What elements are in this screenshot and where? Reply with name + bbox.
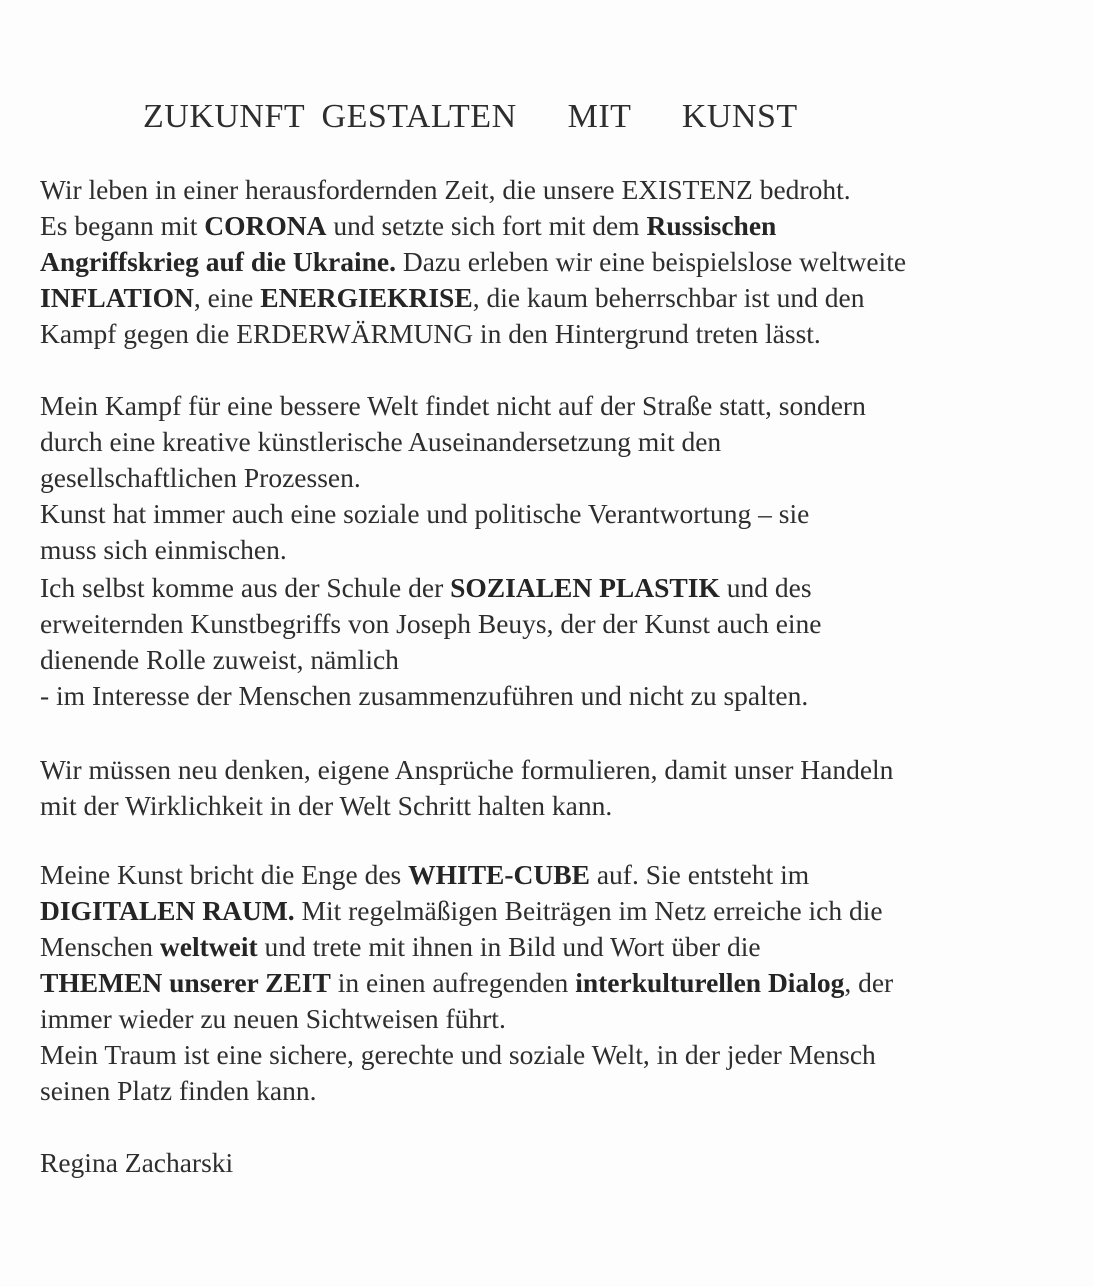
bold-span: THEMEN unserer ZEIT	[40, 967, 331, 998]
p1-line-3	[40, 244, 906, 280]
p1-line-1: Wir leben in einer herausfordernden Zeit, die unsere EXISTENZ bedroht.	[40, 174, 851, 205]
text-span: Dazu erleben wir eine beispielslose weltweite	[395, 246, 907, 277]
text-span: und trete mit ihnen in Bild und Wort über die	[257, 931, 761, 962]
p1-line-4	[40, 280, 864, 316]
p4-line-7: seinen Platz finden kann.	[40, 1075, 317, 1106]
p4-line-1	[40, 857, 809, 893]
text-span: auf. Sie entsteht im	[589, 859, 810, 890]
p2-line-2: durch eine kreative künstlerische Auseinandersetzung mit den	[40, 426, 722, 457]
text-span: Es begann mit	[40, 210, 205, 241]
text-span: , der	[844, 967, 894, 998]
text-span: in einen aufregenden	[330, 967, 576, 998]
p2-line-9: - im Interesse der Menschen zusammenzuführen und nicht zu spalten.	[40, 680, 809, 711]
signature-name: Regina Zacharski	[40, 1147, 234, 1178]
p3-line-1: Wir müssen neu denken, eigene Ansprüche formulieren, damit unser Handeln	[40, 754, 894, 785]
p1-line-5: Kampf gegen die ERDERWÄRMUNG in den Hintergrund treten lässt.	[40, 318, 821, 349]
text-span: und setzte sich fort mit dem	[326, 210, 647, 241]
p2-line-1: Mein Kampf für eine bessere Welt findet nicht auf der Straße statt, sondern	[40, 390, 866, 421]
p2-line-3: gesellschaftlichen Prozessen.	[40, 462, 361, 493]
p4-line-5: immer wieder zu neuen Sichtweisen führt.	[40, 1003, 506, 1034]
bold-span: ENERGIEKRISE	[260, 282, 473, 313]
p4-line-3	[40, 929, 761, 965]
p4-line-2	[40, 893, 883, 929]
text-span: Mit regelmäßigen Beiträgen im Netz erreiche ich die	[294, 895, 883, 926]
p4-line-4	[40, 965, 893, 1001]
bold-span: DIGITALEN RAUM.	[40, 895, 295, 926]
bold-span: SOZIALEN PLASTIK	[450, 572, 720, 603]
bold-span: Russischen	[646, 210, 777, 241]
text-span: und des	[719, 572, 812, 603]
text-span: Menschen	[40, 931, 160, 962]
p4-line-6: Mein Traum ist eine sichere, gerechte und soziale Welt, in der jeder Mensch	[40, 1039, 876, 1070]
bold-span: CORONA	[204, 210, 327, 241]
p3-line-2: mit der Wirklichkeit in der Welt Schritt halten kann.	[40, 790, 613, 821]
bold-span: weltweit	[159, 931, 258, 962]
bold-span: INFLATION	[40, 282, 194, 313]
document-title: ZUKUNFT GESTALTEN MIT KUNST	[143, 98, 798, 135]
bold-span: Angriffskrieg auf die Ukraine.	[40, 246, 396, 277]
p1-line-2	[40, 208, 776, 244]
p2-line-6	[40, 570, 812, 606]
text-span: , eine	[193, 282, 261, 313]
p2-line-4: Kunst hat immer auch eine soziale und politische Verantwortung – sie	[40, 498, 810, 529]
text-span: Ich selbst komme aus der Schule der	[40, 572, 451, 603]
p2-line-7: erweiternden Kunstbegriffs von Joseph Beuys, der der Kunst auch eine	[40, 608, 822, 639]
p2-line-5: muss sich einmischen.	[40, 534, 287, 565]
bold-span: interkulturellen Dialog	[575, 967, 845, 998]
text-span: , die kaum beherrschbar ist und den	[472, 282, 865, 313]
text-span: Meine Kunst bricht die Enge des	[40, 859, 409, 890]
bold-span: WHITE-CUBE	[408, 859, 590, 890]
p2-line-8: dienende Rolle zuweist, nämlich	[40, 644, 399, 675]
